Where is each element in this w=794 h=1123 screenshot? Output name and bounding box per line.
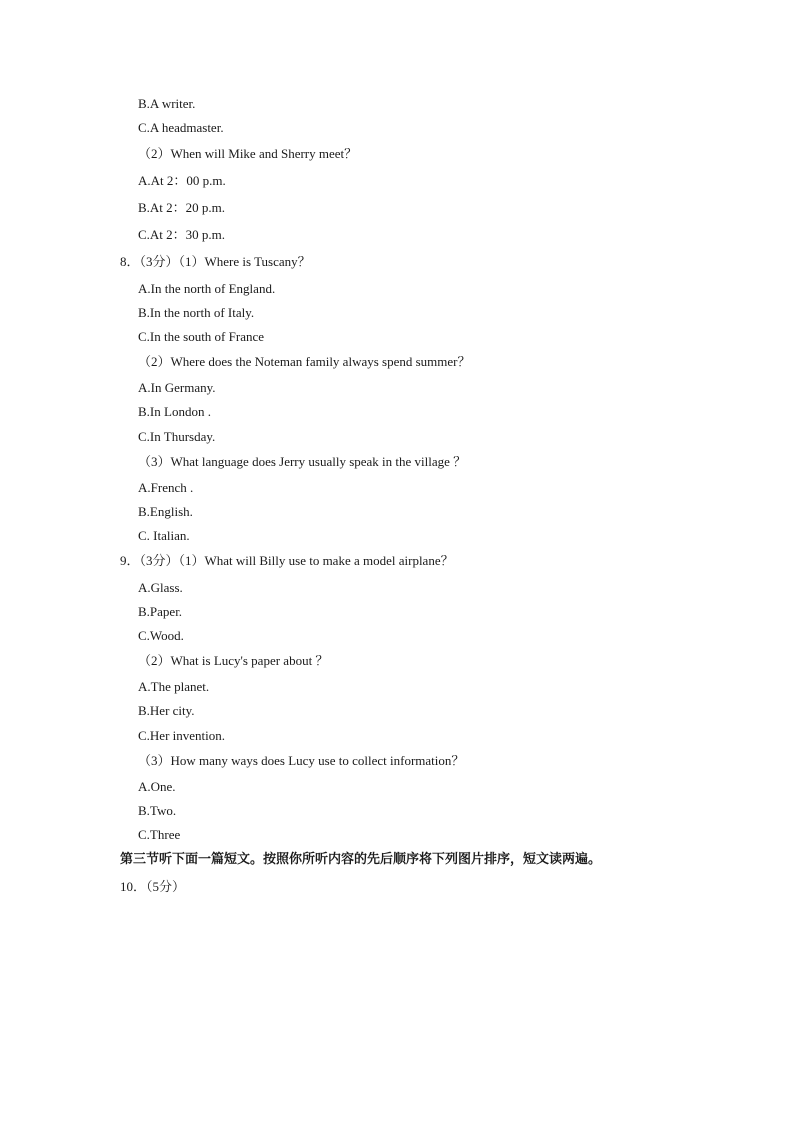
option-text: A.Glass. (138, 580, 183, 595)
option-text: B.English. (138, 504, 193, 519)
option-text: A.In Germany. (138, 380, 216, 395)
option-text: C.A headmaster. (138, 120, 224, 135)
option-text: B.Paper. (138, 604, 183, 619)
question-heading: 10．（5分） (120, 879, 186, 894)
question-heading: 8．（3分）（1）Where is Tuscany？ (120, 254, 311, 269)
sub-question: （2）When will Mike and Sherry meet？ (138, 146, 358, 161)
sub-question: （2）What is Lucy's paper about ？ (138, 653, 329, 668)
sub-question: （2）Where does the Noteman family always spend summer？ (138, 354, 471, 369)
option-text: C.Three (138, 827, 181, 842)
option-text: C.In the south of France (138, 329, 265, 344)
option-text: C. Italian. (138, 528, 190, 543)
option-text: B.Two. (138, 803, 177, 818)
option-text: C.At 2：30 p.m. (138, 227, 226, 242)
option-text: C.Wood. (138, 628, 184, 643)
option-text: C.Her invention. (138, 728, 226, 743)
section-heading: 第三节听下面一篇短文。按照你所听内容的先后顺序将下列图片排序，短文读两遍。 (120, 852, 602, 867)
option-text: B.In the north of Italy. (138, 305, 255, 320)
option-text: A.The planet. (138, 679, 210, 694)
option-text: B.A writer. (138, 96, 196, 111)
option-text: A.In the north of England. (138, 281, 276, 296)
option-text: B.In London . (138, 404, 211, 419)
option-text: C.In Thursday. (138, 429, 216, 444)
sub-question: （3）What language does Jerry usually speak in the village ？ (138, 454, 467, 469)
option-text: A.French . (138, 480, 194, 495)
option-text: A.One. (138, 779, 176, 794)
question-heading: 9．（3分）（1）What will Billy use to make a model airplane？ (120, 553, 454, 568)
sub-question: （3）How many ways does Lucy use to collect information？ (138, 753, 465, 768)
option-text: B.Her city. (138, 703, 195, 718)
option-text: A.At 2：00 p.m. (138, 173, 226, 188)
option-text: B.At 2：20 p.m. (138, 200, 226, 215)
